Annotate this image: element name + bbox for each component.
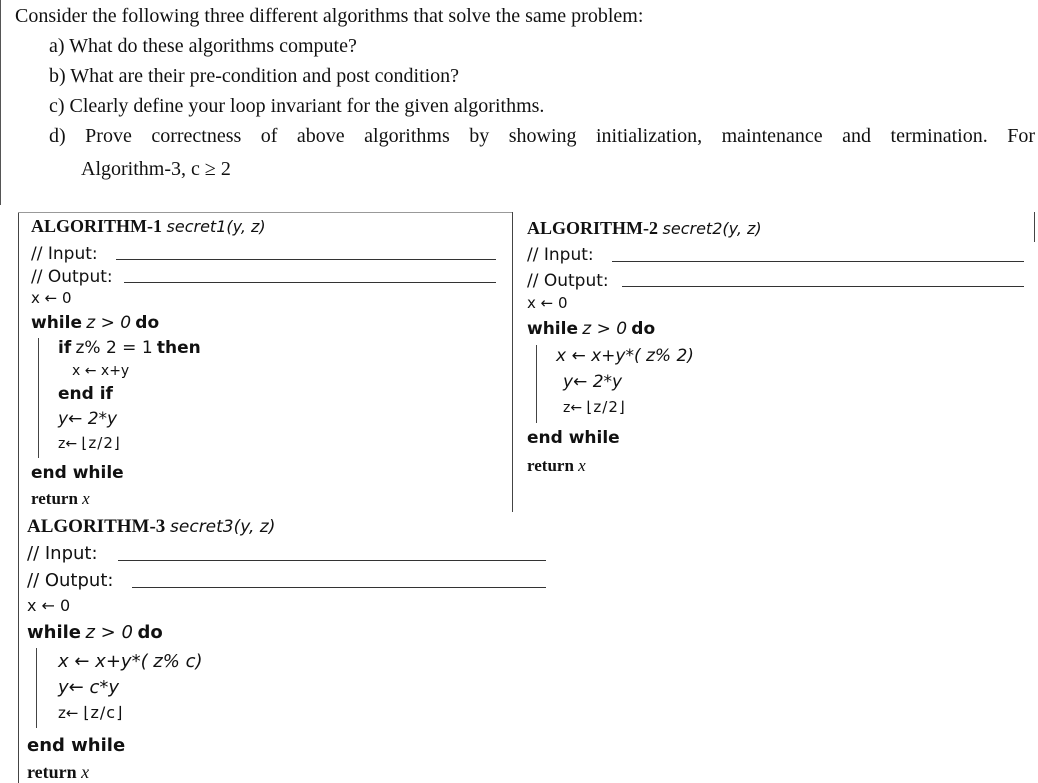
alg1-return (31, 489, 90, 509)
alg3-assign-z-lhs: z← (58, 704, 79, 722)
question-b: b) What are their pre-condition and post condition? (49, 65, 460, 87)
alg2-output-blank (622, 286, 1024, 287)
alg2-init: x ← 0 (527, 294, 568, 312)
left-border (18, 212, 19, 783)
alg2-header (527, 218, 762, 239)
alg1-label: ALGORITHM-1 (31, 216, 163, 236)
alg2-assign-z-rhs: ⌊z/2⌋ (586, 398, 626, 416)
alg3-do-kw: do (137, 622, 163, 643)
alg1-signature: secret1(y, z) (166, 217, 266, 236)
alg2-assign-z-lhs: z← (563, 400, 583, 416)
alg1-top-border (18, 212, 512, 213)
alg3-header (27, 516, 275, 538)
alg1-assign-z-rhs: ⌊z/2⌋ (81, 434, 121, 452)
alg2-loop-bar (536, 345, 537, 423)
alg1-then-kw: then (156, 338, 201, 358)
alg2-while-cond: z > 0 (582, 319, 628, 339)
alg2-output-label: // Output: (527, 271, 609, 291)
alg3-end-while: end while (27, 735, 126, 756)
alg2-do-kw: do (631, 319, 656, 339)
alg3-return (27, 762, 89, 783)
alg1-return-kw: return (31, 489, 78, 508)
alg1-if-kw: if (58, 338, 72, 358)
alg1-end-while: end while (31, 463, 124, 483)
alg3-while-kw: while (27, 622, 81, 643)
right-border (1034, 212, 1035, 242)
alg1-assign-y: y← 2*y (58, 409, 118, 429)
alg1-do-kw: do (135, 313, 160, 333)
alg1-while-cond: z > 0 (86, 313, 132, 333)
alg3-loop-bar (36, 648, 37, 728)
alg3-assign-z-rhs: ⌊z/c⌋ (83, 703, 124, 722)
alg1-loop-bar (38, 338, 39, 458)
alg2-assign-x: x ← x+y*( z% 2) (556, 346, 694, 366)
alg3-output-blank (132, 587, 546, 588)
alg3-while-cond: z > 0 (85, 622, 133, 643)
question-d-line1: d) Prove correctness of above algorithms by showing initialization, maintenance and termination. For (49, 125, 1035, 147)
question-intro: Consider the following three different algorithms that solve the same problem: (15, 5, 644, 27)
alg3-output-label: // Output: (27, 570, 114, 591)
alg1-header (31, 216, 266, 237)
alg3-assign-y: y← c*y (58, 677, 120, 698)
alg3-input-blank (118, 560, 546, 561)
alg1-return-var: x (82, 489, 90, 508)
alg3-init: x ← 0 (27, 596, 71, 615)
alg1-while (31, 313, 159, 333)
alg1-assign-z (58, 434, 121, 452)
alg2-assign-z (563, 398, 626, 416)
alg1-end-if: end if (58, 384, 113, 404)
question-block (0, 0, 1037, 205)
alg3-label: ALGORITHM-3 (27, 516, 166, 537)
alg2-label: ALGORITHM-2 (527, 218, 659, 238)
alg3-return-var: x (81, 762, 90, 782)
alg2-return-kw: return (527, 456, 574, 475)
alg1-input-label: // Input: (31, 244, 98, 264)
alg2-signature: secret2(y, z) (662, 219, 762, 238)
alg1-assign-z-lhs: z← (58, 436, 78, 452)
alg1-if-cond: z% 2 = 1 (75, 338, 153, 358)
alg1-init: x ← 0 (31, 289, 72, 307)
alg3-assign-x: x ← x+y*( z% c) (58, 651, 203, 672)
question-d-line2: Algorithm-3, c ≥ 2 (81, 158, 231, 180)
alg1-output-label: // Output: (31, 267, 113, 287)
alg3-return-kw: return (27, 762, 77, 782)
question-c: c) Clearly define your loop invariant for the given algorithms. (49, 95, 545, 117)
column-divider (512, 212, 513, 512)
alg1-if (58, 338, 201, 358)
alg1-assign-x: x ← x+y (72, 363, 130, 379)
alg2-input-blank (612, 261, 1024, 262)
alg2-input-label: // Input: (527, 245, 594, 265)
alg2-return-var: x (578, 456, 586, 475)
alg1-while-kw: while (31, 313, 82, 333)
alg2-end-while: end while (527, 428, 620, 448)
alg3-signature: secret3(y, z) (170, 517, 276, 537)
alg2-assign-y: y← 2*y (563, 372, 623, 392)
alg1-input-blank (116, 259, 496, 260)
alg1-output-blank (124, 282, 496, 283)
alg2-while-kw: while (527, 319, 578, 339)
question-a: a) What do these algorithms compute? (49, 35, 357, 57)
alg2-while (527, 319, 655, 339)
alg3-input-label: // Input: (27, 543, 98, 564)
alg3-while (27, 622, 163, 643)
alg2-return (527, 456, 586, 476)
alg3-assign-z (58, 703, 123, 722)
